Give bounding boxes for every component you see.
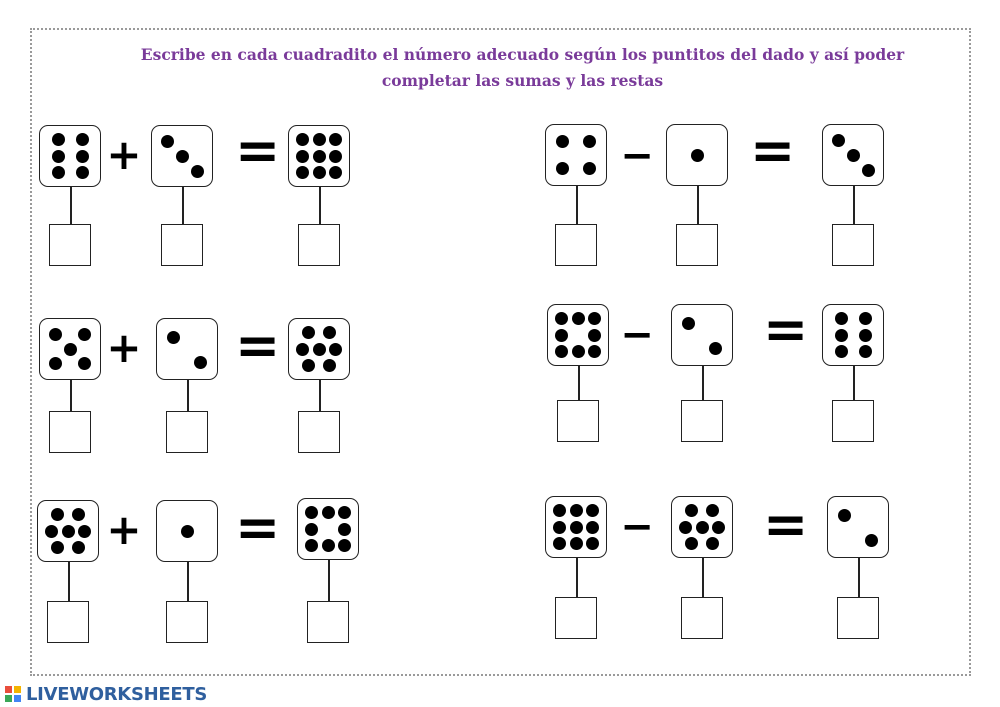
connector-line [182, 187, 184, 224]
die-pip [64, 343, 77, 356]
die-pip [78, 328, 91, 341]
die-pip [305, 523, 318, 536]
die-pip [305, 539, 318, 552]
die-1 [666, 124, 728, 186]
die-pip [859, 312, 872, 325]
die-pip [570, 504, 583, 517]
connector-line [576, 558, 578, 597]
die-6 [39, 125, 101, 187]
answer-box[interactable] [681, 400, 723, 442]
die-pip [862, 164, 875, 177]
die-pip [322, 506, 335, 519]
die-pip [583, 135, 596, 148]
die-pip [72, 508, 85, 521]
answer-box[interactable] [837, 597, 879, 639]
die-pip [556, 135, 569, 148]
connector-line [70, 380, 72, 411]
die-pip [555, 312, 568, 325]
die-pip [52, 150, 65, 163]
die-pip [570, 537, 583, 550]
die-pip [161, 135, 174, 148]
die-pip [49, 357, 62, 370]
connector-line [187, 380, 189, 411]
die-6 [822, 304, 884, 366]
connector-line [858, 558, 860, 597]
die-pip [553, 521, 566, 534]
die-pip [556, 162, 569, 175]
die-5 [39, 318, 101, 380]
equals-sign: = [235, 314, 281, 377]
die-pip [329, 133, 342, 146]
die-pip [45, 525, 58, 538]
answer-box[interactable] [49, 224, 91, 266]
equals-sign: = [235, 496, 281, 559]
die-pip [176, 150, 189, 163]
die-pip [553, 537, 566, 550]
connector-line [853, 186, 855, 224]
die-pip [313, 150, 326, 163]
minus-sign: − [620, 504, 654, 550]
die-pip [553, 504, 566, 517]
die-pip [191, 165, 204, 178]
die-pip [305, 506, 318, 519]
die-pip [323, 326, 336, 339]
connector-line [853, 366, 855, 400]
die-pip [586, 521, 599, 534]
answer-box[interactable] [166, 601, 208, 643]
die-3 [151, 125, 213, 187]
die-pip [78, 357, 91, 370]
connector-line [697, 186, 699, 224]
die-pip [296, 150, 309, 163]
die-pip [588, 345, 601, 358]
die-pip [72, 541, 85, 554]
die-pip [329, 150, 342, 163]
die-pip [313, 133, 326, 146]
answer-box[interactable] [49, 411, 91, 453]
die-pip [296, 133, 309, 146]
plus-sign: + [106, 130, 142, 179]
die-pip [323, 359, 336, 372]
die-pip [555, 329, 568, 342]
answer-box[interactable] [161, 224, 203, 266]
die-pip [302, 359, 315, 372]
die-4 [545, 124, 607, 186]
die-pip [685, 504, 698, 517]
die-pip [338, 523, 351, 536]
die-pip [555, 345, 568, 358]
die-pip [313, 166, 326, 179]
connector-line [576, 186, 578, 224]
equals-sign: = [763, 493, 809, 556]
die-pip [52, 166, 65, 179]
die-pip [706, 537, 719, 550]
answer-box[interactable] [832, 224, 874, 266]
connector-line [187, 562, 189, 601]
die-pip [859, 329, 872, 342]
die-pip [588, 329, 601, 342]
die-7 [37, 500, 99, 562]
die-pip [62, 525, 75, 538]
die-pip [302, 326, 315, 339]
connector-line [702, 366, 704, 400]
die-pip [847, 149, 860, 162]
answer-box[interactable] [47, 601, 89, 643]
die-pip [76, 133, 89, 146]
die-pip [838, 509, 851, 522]
die-pip [685, 537, 698, 550]
die-2 [671, 304, 733, 366]
die-pip [691, 149, 704, 162]
die-pip [329, 166, 342, 179]
connector-line [578, 366, 580, 400]
answer-box[interactable] [555, 597, 597, 639]
connector-line [68, 562, 70, 601]
die-pip [296, 343, 309, 356]
answer-box[interactable] [681, 597, 723, 639]
die-pip [181, 525, 194, 538]
die-pip [712, 521, 725, 534]
die-pip [835, 329, 848, 342]
answer-box[interactable] [832, 400, 874, 442]
die-pip [583, 162, 596, 175]
die-pip [329, 343, 342, 356]
die-1 [156, 500, 218, 562]
die-pip [859, 345, 872, 358]
die-pip [76, 166, 89, 179]
die-pip [832, 134, 845, 147]
die-pip [322, 539, 335, 552]
logo-squares-icon [5, 686, 23, 702]
answer-box[interactable] [166, 411, 208, 453]
connector-line [328, 560, 330, 601]
die-pip [167, 331, 180, 344]
die-pip [835, 312, 848, 325]
liveworksheets-logo [5, 684, 207, 704]
die-pip [709, 342, 722, 355]
die-pip [52, 133, 65, 146]
minus-sign: − [620, 312, 654, 358]
die-pip [49, 328, 62, 341]
die-pip [570, 521, 583, 534]
connector-line [319, 380, 321, 411]
die-pip [51, 541, 64, 554]
equals-sign: = [750, 119, 796, 182]
brand-name: LIVEWORKSHEETS [26, 683, 208, 705]
answer-box[interactable] [307, 601, 349, 643]
instructions-text: Escribe en cada cuadradito el número adecuado según los puntitos del dado y así poder completar las sumas y las restas [140, 45, 905, 90]
equals-sign: = [235, 119, 281, 182]
answer-box[interactable] [298, 224, 340, 266]
plus-sign: + [106, 505, 142, 554]
die-pip [586, 537, 599, 550]
die-pip [51, 508, 64, 521]
die-8 [297, 498, 359, 560]
plus-sign: + [106, 323, 142, 372]
die-2 [827, 496, 889, 558]
die-9 [545, 496, 607, 558]
connector-line [70, 187, 72, 224]
equals-sign: = [763, 298, 809, 361]
die-pip [76, 150, 89, 163]
die-pip [313, 343, 326, 356]
die-pip [78, 525, 91, 538]
die-8 [547, 304, 609, 366]
connector-line [319, 187, 321, 224]
answer-box[interactable] [557, 400, 599, 442]
die-pip [338, 506, 351, 519]
die-pip [572, 345, 585, 358]
answer-box[interactable] [676, 224, 718, 266]
die-pip [835, 345, 848, 358]
die-pip [679, 521, 692, 534]
die-pip [696, 521, 709, 534]
die-pip [338, 539, 351, 552]
answer-box[interactable] [555, 224, 597, 266]
die-9 [288, 125, 350, 187]
die-7 [288, 318, 350, 380]
die-pip [682, 317, 695, 330]
die-pip [194, 356, 207, 369]
die-pip [588, 312, 601, 325]
die-pip [296, 166, 309, 179]
minus-sign: − [620, 133, 654, 179]
die-7 [671, 496, 733, 558]
connector-line [702, 558, 704, 597]
die-pip [865, 534, 878, 547]
die-pip [706, 504, 719, 517]
die-pip [572, 312, 585, 325]
die-pip [586, 504, 599, 517]
answer-box[interactable] [298, 411, 340, 453]
die-3 [822, 124, 884, 186]
die-2 [156, 318, 218, 380]
